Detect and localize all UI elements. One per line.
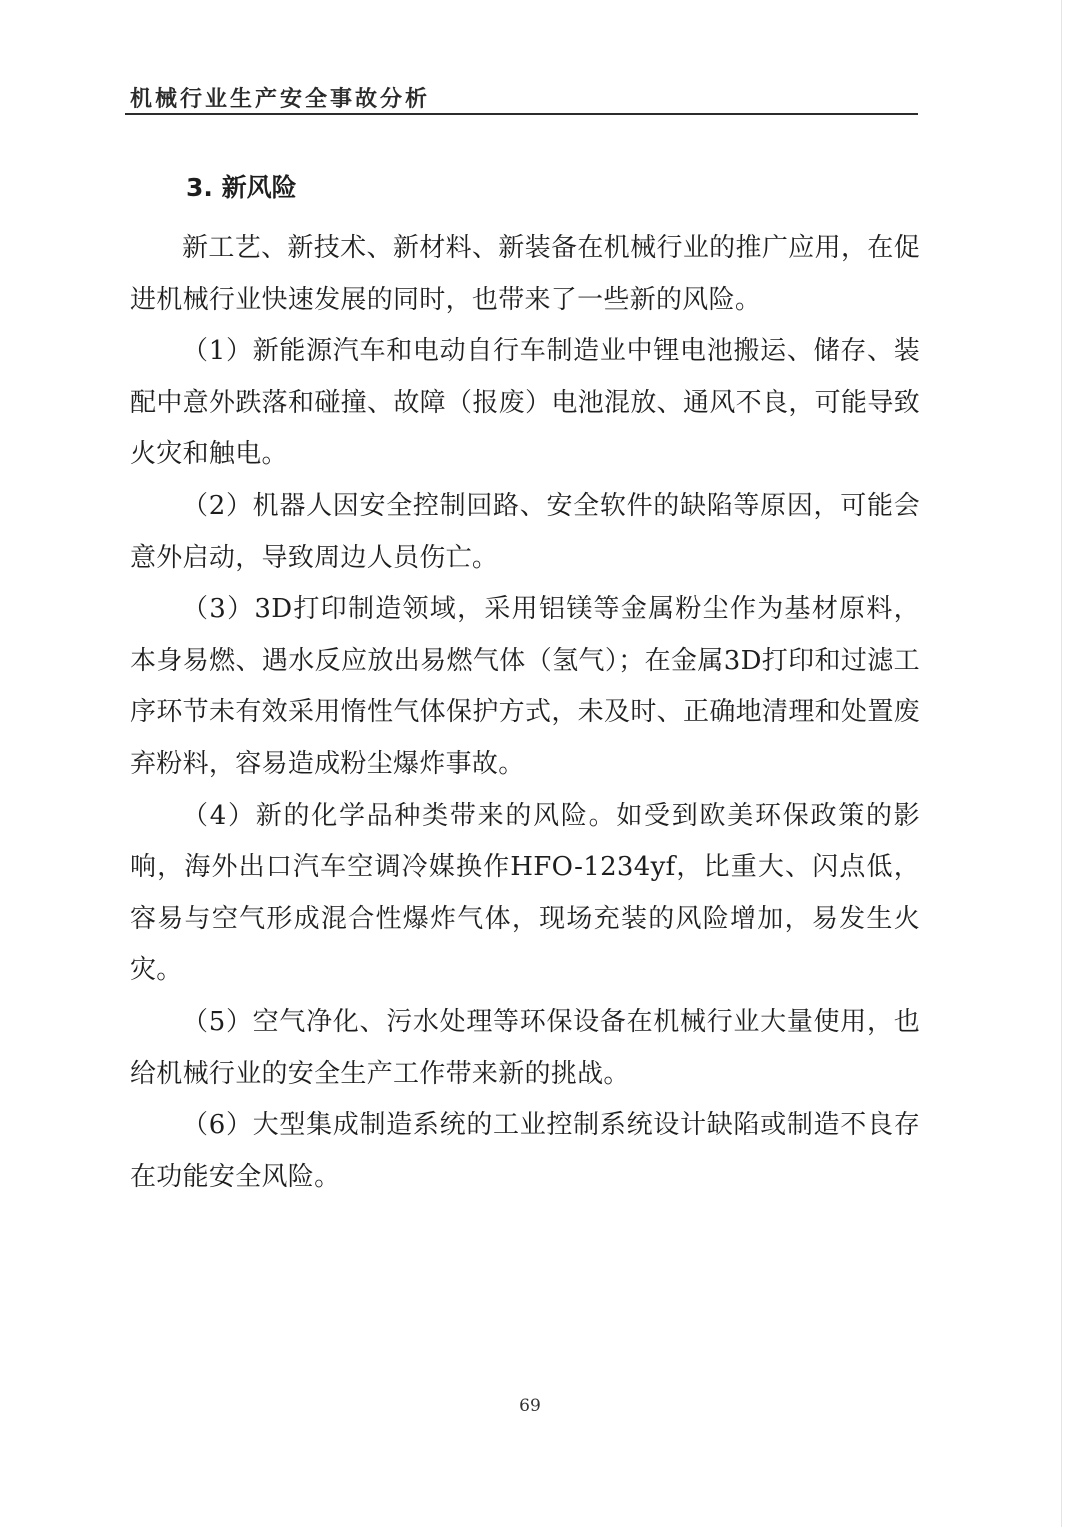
header-rule (125, 113, 918, 115)
running-header: 机械行业生产安全事故分析 (130, 87, 431, 112)
paragraph-item-5: （5）空气净化、污水处理等环保设备在机械行业大量使用，也给机械行业的安全生产工作带来新的挑战。 (130, 1006, 920, 1089)
paragraph-intro: 新工艺、新技术、新材料、新装备在机械行业的推广应用，在促进机械行业快速发展的同时，也带来了一些新的风险。 (130, 233, 920, 315)
body-text (130, 223, 920, 1203)
paragraph-item-2: （2）机器人因安全控制回路、安全软件的缺陷等原因，可能会意外启动，导致周边人员伤亡。 (130, 490, 920, 573)
paragraph-item-6: （6）大型集成制造系统的工业控制系统设计缺陷或制造不良存在功能安全风险。 (130, 1110, 920, 1192)
paragraph-item-3: （3）3D打印制造领域，采用铝镁等金属粉尘作为基材原料，本身易燃、遇水反应放出易燃气体（氢气）；在金属3D打印和过滤工序环节未有效采用惰性气体保护方式，未及时、正确地清理和处置废弃粉料，容易造成粉尘爆炸事故。 (130, 594, 920, 779)
paragraph-item-1: （1）新能源汽车和电动自行车制造业中锂电池搬运、储存、装配中意外跌落和碰撞、故障（报废）电池混放、通风不良，可能导致火灾和触电。 (130, 336, 920, 470)
paragraph-item-4: （4）新的化学品种类带来的风险。如受到欧美环保政策的影响，海外出口汽车空调冷媒换作HFO-1234yf，比重大、闪点低，容易与空气形成混合性爆炸气体，现场充装的风险增加，易发生火灾。 (130, 800, 920, 986)
page-edge-line (1061, 0, 1062, 1527)
page-number: 69 (519, 1396, 541, 1416)
section-heading: 3. 新风险 (186, 173, 297, 202)
